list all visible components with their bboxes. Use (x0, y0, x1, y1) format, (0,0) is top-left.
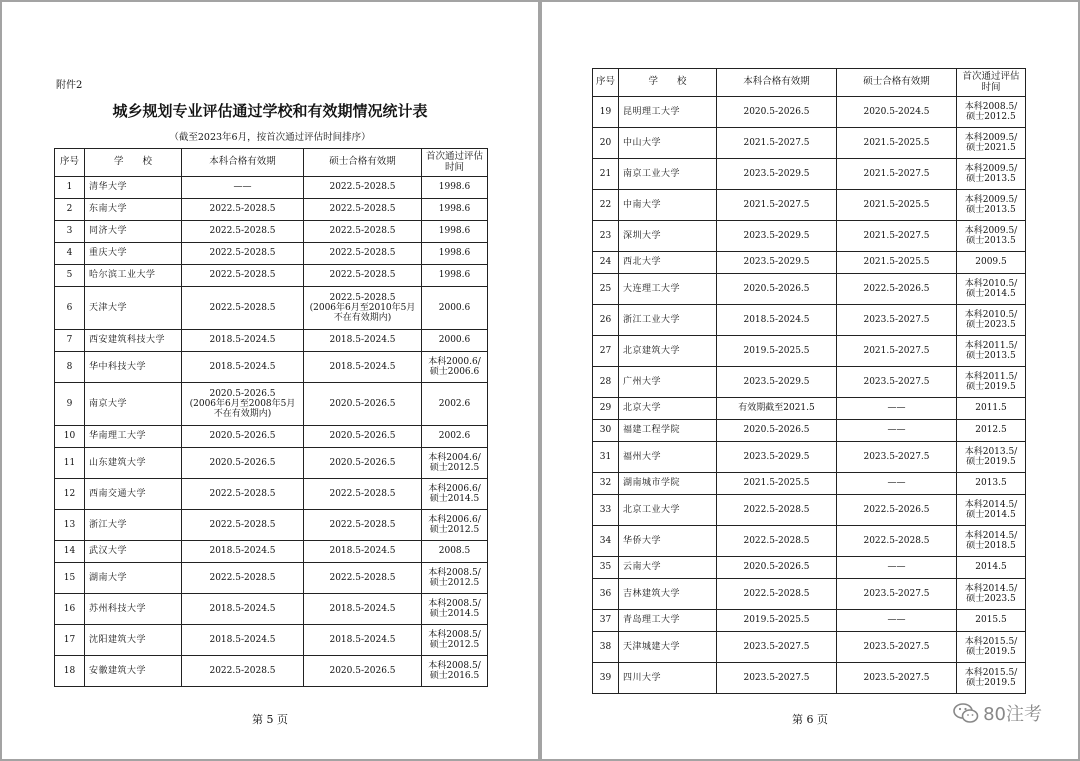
cell-master: 2022.5-2028.5 (304, 265, 422, 287)
cell-first-pass: 1998.6 (422, 199, 488, 221)
header-no: 序号 (593, 69, 619, 97)
cell-school: 四川大学 (619, 663, 717, 694)
cell-no: 35 (593, 557, 619, 579)
cell-master: 2022.5-2028.5 (304, 243, 422, 265)
cell-no: 19 (593, 97, 619, 128)
cell-master: 2018.5-2024.5 (304, 352, 422, 383)
cell-no: 9 (55, 383, 85, 426)
cell-no: 2 (55, 199, 85, 221)
table-row (55, 243, 488, 265)
cell-school: 中南大学 (619, 190, 717, 221)
accreditation-table-part-1 (54, 148, 488, 687)
cell-first-pass: 本科2009.5/ 硕士2013.5 (957, 159, 1026, 190)
cell-undergrad: 2020.5-2026.5 (182, 426, 304, 448)
cell-first-pass: 本科2008.5/ 硕士2012.5 (957, 97, 1026, 128)
cell-school: 苏州科技大学 (85, 594, 182, 625)
cell-master: —— (837, 610, 957, 632)
cell-school: 云南大学 (619, 557, 717, 579)
cell-first-pass: 1998.6 (422, 177, 488, 199)
cell-undergrad: 2020.5-2026.5 (182, 448, 304, 479)
header-first-pass: 首次通过评估时间 (422, 149, 488, 177)
page-number: 第 6 页 (792, 713, 828, 726)
cell-first-pass: 本科2013.5/ 硕士2019.5 (957, 442, 1026, 473)
cell-no: 33 (593, 495, 619, 526)
cell-no: 24 (593, 252, 619, 274)
header-undergrad: 本科合格有效期 (717, 69, 837, 97)
cell-master: 2018.5-2024.5 (304, 594, 422, 625)
cell-no: 13 (55, 510, 85, 541)
cell-first-pass: 1998.6 (422, 221, 488, 243)
cell-school: 北京建筑大学 (619, 336, 717, 367)
cell-undergrad: 2023.5-2029.5 (717, 221, 837, 252)
cell-master: 2022.5-2028.5 (2006年6月至2010年5月 不在有效期内) (304, 287, 422, 330)
table-row (55, 265, 488, 287)
cell-master: 2021.5-2027.5 (837, 336, 957, 367)
cell-master: 2021.5-2027.5 (837, 159, 957, 190)
table-row (593, 526, 1026, 557)
cell-undergrad: 2020.5-2026.5 (717, 274, 837, 305)
cell-master: 2020.5-2026.5 (304, 656, 422, 687)
table-row (55, 177, 488, 199)
cell-first-pass: 2011.5 (957, 398, 1026, 420)
cell-school: 青岛理工大学 (619, 610, 717, 632)
table-row (55, 199, 488, 221)
cell-undergrad: 2022.5-2028.5 (182, 510, 304, 541)
cell-school: 广州大学 (619, 367, 717, 398)
table-row (593, 274, 1026, 305)
cell-master: 2022.5-2026.5 (837, 274, 957, 305)
cell-no: 37 (593, 610, 619, 632)
header-no: 序号 (55, 149, 85, 177)
cell-no: 25 (593, 274, 619, 305)
cell-undergrad: 2018.5-2024.5 (182, 541, 304, 563)
table-header-row (55, 149, 488, 177)
cell-master: 2021.5-2025.5 (837, 252, 957, 274)
table-row (55, 510, 488, 541)
cell-master: —— (837, 473, 957, 495)
cell-school: 福建工程学院 (619, 420, 717, 442)
cell-master: 2021.5-2027.5 (837, 221, 957, 252)
cell-undergrad: 2021.5-2027.5 (717, 128, 837, 159)
cell-undergrad: 有效期截至2021.5 (717, 398, 837, 420)
table-row (593, 442, 1026, 473)
cell-no: 14 (55, 541, 85, 563)
cell-master: 2018.5-2024.5 (304, 625, 422, 656)
cell-school: 同济大学 (85, 221, 182, 243)
cell-undergrad: 2021.5-2025.5 (717, 473, 837, 495)
cell-school: 东南大学 (85, 199, 182, 221)
table-row (593, 473, 1026, 495)
table-row (55, 625, 488, 656)
cell-master: 2022.5-2028.5 (304, 510, 422, 541)
cell-school: 北京大学 (619, 398, 717, 420)
cell-school: 华中科技大学 (85, 352, 182, 383)
cell-master: —— (837, 398, 957, 420)
cell-first-pass: 2015.5 (957, 610, 1026, 632)
cell-master: —— (837, 420, 957, 442)
cell-no: 17 (55, 625, 85, 656)
cell-undergrad: 2022.5-2028.5 (717, 526, 837, 557)
cell-no: 3 (55, 221, 85, 243)
cell-undergrad: 2022.5-2028.5 (182, 221, 304, 243)
cell-first-pass: 本科2008.5/ 硕士2012.5 (422, 625, 488, 656)
cell-master: 2018.5-2024.5 (304, 330, 422, 352)
cell-master: 2022.5-2026.5 (837, 495, 957, 526)
table-row (55, 541, 488, 563)
cell-no: 16 (55, 594, 85, 625)
cell-first-pass: 2000.6 (422, 287, 488, 330)
table-row (593, 336, 1026, 367)
cell-first-pass: 本科2014.5/ 硕士2023.5 (957, 579, 1026, 610)
cell-undergrad: 2018.5-2024.5 (182, 330, 304, 352)
cell-first-pass: 2012.5 (957, 420, 1026, 442)
cell-first-pass: 本科2010.5/ 硕士2014.5 (957, 274, 1026, 305)
cell-no: 28 (593, 367, 619, 398)
table-row (593, 579, 1026, 610)
cell-undergrad: 2023.5-2029.5 (717, 367, 837, 398)
table-header-row (593, 69, 1026, 97)
cell-school: 西安建筑科技大学 (85, 330, 182, 352)
cell-master: 2023.5-2027.5 (837, 663, 957, 694)
cell-master: 2020.5-2026.5 (304, 426, 422, 448)
table-row (593, 97, 1026, 128)
table-row (593, 252, 1026, 274)
cell-master: 2020.5-2026.5 (304, 383, 422, 426)
table-row (593, 557, 1026, 579)
cell-master: 2022.5-2028.5 (304, 479, 422, 510)
cell-school: 北京工业大学 (619, 495, 717, 526)
table-row (593, 190, 1026, 221)
header-master: 硕士合格有效期 (304, 149, 422, 177)
cell-first-pass: 本科2014.5/ 硕士2018.5 (957, 526, 1026, 557)
cell-school: 华南理工大学 (85, 426, 182, 448)
cell-undergrad: 2022.5-2028.5 (182, 243, 304, 265)
table-row (593, 495, 1026, 526)
cell-no: 4 (55, 243, 85, 265)
table-row (593, 610, 1026, 632)
cell-school: 中山大学 (619, 128, 717, 159)
cell-no: 5 (55, 265, 85, 287)
table-row (593, 420, 1026, 442)
cell-first-pass: 1998.6 (422, 243, 488, 265)
cell-no: 22 (593, 190, 619, 221)
cell-master: 2022.5-2028.5 (304, 563, 422, 594)
cell-no: 8 (55, 352, 85, 383)
cell-no: 31 (593, 442, 619, 473)
cell-no: 1 (55, 177, 85, 199)
cell-school: 浙江大学 (85, 510, 182, 541)
cell-school: 福州大学 (619, 442, 717, 473)
cell-master: 2023.5-2027.5 (837, 442, 957, 473)
cell-school: 武汉大学 (85, 541, 182, 563)
header-master: 硕士合格有效期 (837, 69, 957, 97)
cell-undergrad: 2022.5-2028.5 (717, 579, 837, 610)
cell-school: 吉林建筑大学 (619, 579, 717, 610)
table-row (55, 352, 488, 383)
cell-no: 32 (593, 473, 619, 495)
table-row (55, 330, 488, 352)
cell-undergrad: 2023.5-2029.5 (717, 252, 837, 274)
cell-first-pass: 本科2014.5/ 硕士2014.5 (957, 495, 1026, 526)
cell-undergrad: 2023.5-2027.5 (717, 663, 837, 694)
cell-school: 安徽建筑大学 (85, 656, 182, 687)
cell-school: 深圳大学 (619, 221, 717, 252)
cell-undergrad: 2022.5-2028.5 (182, 656, 304, 687)
cell-no: 27 (593, 336, 619, 367)
table-row (593, 632, 1026, 663)
cell-undergrad: 2020.5-2026.5 (717, 97, 837, 128)
cell-no: 23 (593, 221, 619, 252)
cell-school: 南京工业大学 (619, 159, 717, 190)
table-row (593, 367, 1026, 398)
cell-no: 30 (593, 420, 619, 442)
watermark-text: 80注考 (983, 704, 1042, 725)
cell-first-pass: 本科2008.5/ 硕士2014.5 (422, 594, 488, 625)
cell-no: 11 (55, 448, 85, 479)
cell-school: 重庆大学 (85, 243, 182, 265)
cell-first-pass: 2013.5 (957, 473, 1026, 495)
cell-first-pass: 本科2015.5/ 硕士2019.5 (957, 663, 1026, 694)
cell-no: 10 (55, 426, 85, 448)
cell-no: 7 (55, 330, 85, 352)
header-undergrad: 本科合格有效期 (182, 149, 304, 177)
cell-school: 沈阳建筑大学 (85, 625, 182, 656)
cell-master: 2023.5-2027.5 (837, 305, 957, 336)
cell-undergrad: 2018.5-2024.5 (182, 625, 304, 656)
cell-undergrad: 2019.5-2025.5 (717, 610, 837, 632)
table-row (593, 663, 1026, 694)
cell-first-pass: 1998.6 (422, 265, 488, 287)
wechat-icon (953, 702, 979, 724)
page-number: 第 5 页 (252, 713, 288, 726)
cell-school: 昆明理工大学 (619, 97, 717, 128)
cell-undergrad: 2022.5-2028.5 (717, 495, 837, 526)
table-row (55, 287, 488, 330)
cell-no: 38 (593, 632, 619, 663)
table-row (593, 128, 1026, 159)
cell-master: —— (837, 557, 957, 579)
cell-undergrad: 2022.5-2028.5 (182, 563, 304, 594)
cell-first-pass: 2000.6 (422, 330, 488, 352)
cell-first-pass: 2014.5 (957, 557, 1026, 579)
cell-undergrad: 2023.5-2029.5 (717, 159, 837, 190)
watermark (953, 700, 1042, 726)
cell-master: 2022.5-2028.5 (304, 221, 422, 243)
cell-school: 西北大学 (619, 252, 717, 274)
cell-no: 20 (593, 128, 619, 159)
header-school: 学 校 (619, 69, 717, 97)
cell-first-pass: 本科2008.5/ 硕士2016.5 (422, 656, 488, 687)
cell-first-pass: 2009.5 (957, 252, 1026, 274)
cell-master: 2022.5-2028.5 (304, 177, 422, 199)
table-row (55, 448, 488, 479)
cell-no: 34 (593, 526, 619, 557)
cell-master: 2022.5-2028.5 (837, 526, 957, 557)
cell-first-pass: 本科2006.6/ 硕士2012.5 (422, 510, 488, 541)
document-title: 城乡规划专业评估通过学校和有效期情况统计表 (112, 102, 428, 120)
cell-school: 天津大学 (85, 287, 182, 330)
cell-no: 18 (55, 656, 85, 687)
cell-no: 39 (593, 663, 619, 694)
header-first-pass: 首次通过评估时间 (957, 69, 1026, 97)
cell-master: 2023.5-2027.5 (837, 367, 957, 398)
table-row (55, 479, 488, 510)
cell-first-pass: 本科2000.6/ 硕士2006.6 (422, 352, 488, 383)
table-row (593, 221, 1026, 252)
cell-undergrad: 2022.5-2028.5 (182, 199, 304, 221)
cell-first-pass: 本科2008.5/ 硕士2012.5 (422, 563, 488, 594)
cell-undergrad: 2018.5-2024.5 (182, 594, 304, 625)
cell-first-pass: 本科2009.5/ 硕士2013.5 (957, 221, 1026, 252)
attachment-label: 附件2 (56, 80, 83, 91)
cell-school: 大连理工大学 (619, 274, 717, 305)
cell-master: 2021.5-2025.5 (837, 128, 957, 159)
table-row (55, 563, 488, 594)
cell-no: 26 (593, 305, 619, 336)
cell-master: 2020.5-2024.5 (837, 97, 957, 128)
table-row (55, 426, 488, 448)
document-subtitle: （截至2023年6月，按首次通过评估时间排序） (169, 132, 371, 143)
cell-school: 哈尔滨工业大学 (85, 265, 182, 287)
cell-undergrad: 2023.5-2029.5 (717, 442, 837, 473)
cell-master: 2023.5-2027.5 (837, 632, 957, 663)
cell-master: 2021.5-2025.5 (837, 190, 957, 221)
header-school: 学 校 (85, 149, 182, 177)
cell-first-pass: 本科2011.5/ 硕士2013.5 (957, 336, 1026, 367)
cell-no: 15 (55, 563, 85, 594)
cell-first-pass: 2002.6 (422, 383, 488, 426)
cell-no: 36 (593, 579, 619, 610)
cell-no: 21 (593, 159, 619, 190)
cell-school: 清华大学 (85, 177, 182, 199)
cell-no: 12 (55, 479, 85, 510)
cell-master: 2023.5-2027.5 (837, 579, 957, 610)
cell-school: 西南交通大学 (85, 479, 182, 510)
document-page-5 (2, 2, 538, 759)
cell-first-pass: 本科2010.5/ 硕士2023.5 (957, 305, 1026, 336)
table-row (593, 398, 1026, 420)
table-row (55, 594, 488, 625)
cell-school: 华侨大学 (619, 526, 717, 557)
cell-undergrad: —— (182, 177, 304, 199)
cell-school: 浙江工业大学 (619, 305, 717, 336)
cell-undergrad: 2020.5-2026.5 (717, 420, 837, 442)
table-row (55, 221, 488, 243)
cell-undergrad: 2018.5-2024.5 (182, 352, 304, 383)
cell-school: 山东建筑大学 (85, 448, 182, 479)
cell-undergrad: 2018.5-2024.5 (717, 305, 837, 336)
accreditation-table-part-2 (592, 68, 1026, 694)
cell-master: 2022.5-2028.5 (304, 199, 422, 221)
cell-no: 6 (55, 287, 85, 330)
cell-master: 2020.5-2026.5 (304, 448, 422, 479)
cell-first-pass: 2002.6 (422, 426, 488, 448)
cell-undergrad: 2022.5-2028.5 (182, 265, 304, 287)
cell-school: 南京大学 (85, 383, 182, 426)
cell-school: 湖南大学 (85, 563, 182, 594)
cell-undergrad: 2023.5-2027.5 (717, 632, 837, 663)
cell-first-pass: 本科2011.5/ 硕士2019.5 (957, 367, 1026, 398)
cell-undergrad: 2022.5-2028.5 (182, 479, 304, 510)
cell-school: 天津城建大学 (619, 632, 717, 663)
table-row (55, 656, 488, 687)
cell-first-pass: 本科2006.6/ 硕士2014.5 (422, 479, 488, 510)
cell-undergrad: 2021.5-2027.5 (717, 190, 837, 221)
cell-first-pass: 本科2009.5/ 硕士2021.5 (957, 128, 1026, 159)
cell-first-pass: 本科2009.5/ 硕士2013.5 (957, 190, 1026, 221)
cell-first-pass: 本科2015.5/ 硕士2019.5 (957, 632, 1026, 663)
cell-no: 29 (593, 398, 619, 420)
cell-undergrad: 2020.5-2026.5 (2006年6月至2008年5月 不在有效期内) (182, 383, 304, 426)
cell-undergrad: 2020.5-2026.5 (717, 557, 837, 579)
table-row (593, 305, 1026, 336)
cell-school: 湖南城市学院 (619, 473, 717, 495)
cell-first-pass: 2008.5 (422, 541, 488, 563)
cell-master: 2018.5-2024.5 (304, 541, 422, 563)
cell-undergrad: 2019.5-2025.5 (717, 336, 837, 367)
document-page-6 (542, 2, 1078, 759)
cell-first-pass: 本科2004.6/ 硕士2012.5 (422, 448, 488, 479)
cell-undergrad: 2022.5-2028.5 (182, 287, 304, 330)
table-row (55, 383, 488, 426)
table-row (593, 159, 1026, 190)
